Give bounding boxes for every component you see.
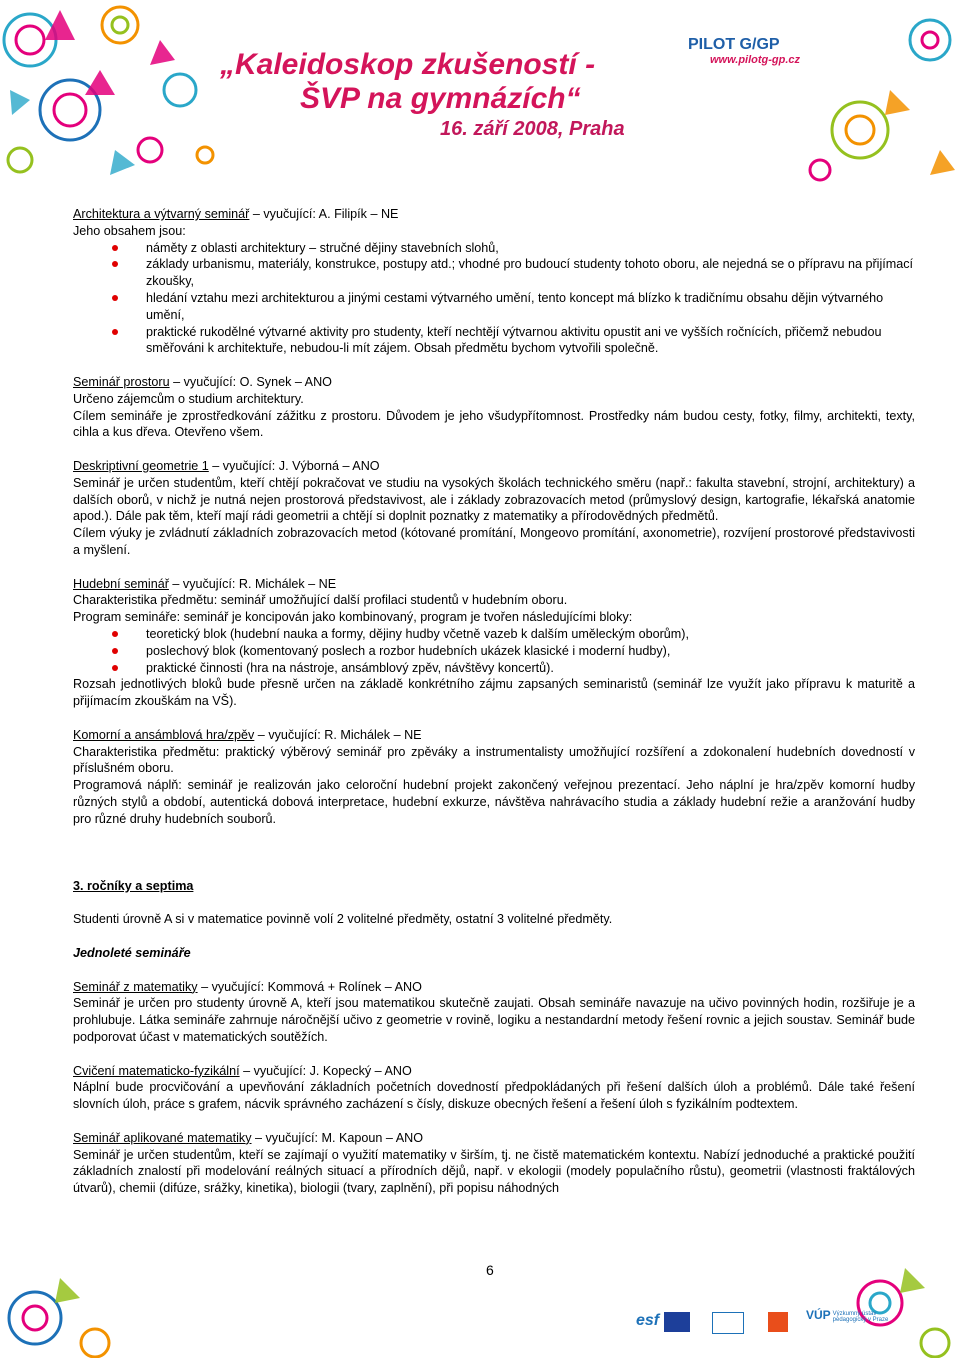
document-body xyxy=(73,206,915,1197)
komorni-title: Komorní a ansámblová hra/zpěv xyxy=(73,727,255,742)
desk-paragraph-2: Cílem výuky je zvládnutí základních zobrazovacích metod (kótované promítání, Mongeovo promítání, axonometrie), rozvíjení prostorové představivosti a myšlení. xyxy=(73,526,915,557)
cviceni-tail: – vyučující: J. Kopecký – ANO xyxy=(239,1063,412,1078)
mat-title: Seminář z matematiky xyxy=(73,979,198,994)
hud-list xyxy=(73,626,915,676)
cviceni-heading xyxy=(73,1063,915,1080)
title-line-2: ŠVP na gymnázích“ xyxy=(300,82,581,115)
list-item: poslechový blok (komentovaný poslech a rozbor hudebních ukázek klasické i moderní hudby), xyxy=(146,643,915,660)
pilot-name: PILOT G/GP xyxy=(688,36,780,53)
komorni-heading xyxy=(73,727,915,744)
kaleidoscope-decoration-top-left xyxy=(0,0,220,190)
prostor-title: Seminář prostoru xyxy=(73,374,170,389)
page-number: 6 xyxy=(486,1262,494,1278)
esf-logo xyxy=(636,1312,659,1330)
rocniky-subheading: Jednoleté semináře xyxy=(73,946,191,961)
list-item: praktické rukodělné výtvarné aktivity pro studenty, kteří nechtějí výtvarnou aktivitu opustit ani ve vyšších ročnících, přičemž nebudou směřováni k architektuře, nebudou-li mít zájem. Obsah předmětu bychom vytvořili společně. xyxy=(146,324,915,358)
desk-tail: – vyučující: J. Výborná – ANO xyxy=(208,458,380,473)
praha-logo-icon xyxy=(768,1312,788,1332)
hud-paragraph-1: Charakteristika předmětu: seminář umožňující další profilaci studentů v hudebním oboru. xyxy=(73,593,568,608)
list-item: náměty z oblasti architektury – stručné dějiny stavebních slohů, xyxy=(146,240,915,257)
komorni-paragraph-1: Charakteristika předmětu: praktický výběrový seminář pro zpěváky a instrumentalisty umožňující rozšíření a zdokonalení hudebních dovedností v příslušném oboru. xyxy=(73,744,915,776)
mat-paragraph-1: Seminář je určen pro studenty úrovně A, kteří jsou matematikou skutečně zaujati. Obsah semináře navazuje na učivo povinných hodin, rozšiřuje je a prohlubuje. Látka semináře zahrnuje náročnější učivo z geometrie v rovině, logiku a nestandardní metody řešení rovnic a jejich soustav. Seminář bude podporovat účast v matematických soutěžích. xyxy=(73,996,915,1045)
prostor-line-2: Cílem semináře je zprostředkování zážitku z prostoru. Důvodem je jeho všudypřítomnost. Prostředky nám budou cesty, fotky, filmy, architekti, texty, cihla a kus dřeva. Otevřeno všem. xyxy=(73,408,915,440)
arch-tail: – vyučující: A. Filipík – NE xyxy=(249,207,399,221)
kaleidoscope-decoration-top-right xyxy=(780,0,960,190)
cviceni-paragraph-1: Náplní bude procvičování a upevňování základních početních dovedností předpokládaných při řešení dalších úloh a problémů. Dále také řešení slovních úloh, práce s grafem, nácvik správného zacházení s čísly, diskuze obecných řešení a řešení úloh s fyzikálním podtextem. xyxy=(73,1080,915,1112)
eu-flag-icon xyxy=(664,1312,690,1332)
aplik-heading xyxy=(73,1130,915,1147)
cviceni-title: Cvičení matematicko-fyzikální xyxy=(73,1063,240,1078)
mat-tail: – vyučující: Kommová + Rolínek – ANO xyxy=(197,979,422,994)
rocniky-intro: Studenti úrovně A si v matematice povinně volí 2 volitelné předměty, ostatní 3 volitelné předměty. xyxy=(73,912,613,927)
vup-logo-text: VÚP xyxy=(806,1308,831,1322)
hud-tail: – vyučující: R. Michálek – NE xyxy=(168,576,337,591)
rocniky-heading: 3. ročníky a septima xyxy=(73,878,194,893)
list-item: základy urbanismu, materiály, konstrukce, postupy atd.; vhodné pro budoucí studenty tohoto oboru, ale nejedná se o přípravu na přijímací zkoušky, xyxy=(146,257,914,289)
list-item: teoretický blok (hudební nauka a formy, dějiny hudby včetně vazeb k dalším uměleckým oborům), xyxy=(146,626,915,643)
aplik-paragraph-1: Seminář je určen studentům, kteří se zajímají o využití matematiky v širším, tj. ne čistě matematickém kontextu. Nabízí jednoduché a praktické použití základních znalostí při modelování reálných situací a přírodních dějů, např. v ekologii (modely populačního růstu), geometrii (vlastnosti fraktálových útvarů), chemii (difúze, srážky, kinetika), biologii (tvary, zaplnění), při popisu náhodných xyxy=(73,1147,915,1196)
arch-heading xyxy=(73,206,915,223)
arch-title: Architektura a výtvarný seminář xyxy=(73,207,250,221)
kaleidoscope-decoration-bottom xyxy=(0,1248,960,1358)
esf-logo-text: esf xyxy=(636,1312,660,1329)
hud-title: Hudební seminář xyxy=(73,576,169,591)
hud-paragraph-3: Rozsah jednotlivých bloků bude přesně určen na základě konkrétního zájmu zapsaných seminaristů (seminář lze využít jako přípravu k maturitě a přijímacím zkouškám na VŠ). xyxy=(73,677,915,709)
title-date: 16. září 2008, Praha xyxy=(440,118,625,140)
hud-heading xyxy=(73,576,915,593)
conference-title xyxy=(220,48,625,142)
mat-heading xyxy=(73,979,915,996)
list-item: praktické činnosti (hra na nástroje, ansámblový zpěv, návštěvy koncertů). xyxy=(146,660,915,677)
arch-list xyxy=(73,240,915,358)
prostor-tail: – vyučující: O. Synek – ANO xyxy=(169,374,332,389)
desk-title: Deskriptivní geometrie 1 xyxy=(73,458,209,473)
arch-intro: Jeho obsahem jsou: xyxy=(73,223,186,238)
prostor-heading xyxy=(73,374,915,391)
desk-paragraph-1: Seminář je určen studentům, kteří chtějí pokračovat ve studiu na vysokých školách technického směru (např.: fakulta stavební, strojní, architektury) a dalších oborů, v nichž je nutná nejen prostorová představivost, ale i základy zobrazovacích metod (průmyslový design, kartografie, lékařská anatomie apod.). Dále pak těm, kteří mají rádi geometrii a chtějí si doplnit poznatky z matematiky a přírodovědných předmětů. xyxy=(73,475,915,524)
aplik-tail: – vyučující: M. Kapoun – ANO xyxy=(251,1130,423,1145)
list-item: hledání vztahu mezi architekturou a jinými cestami výtvarného umění, tento koncept má blízko k tradičnímu obsahu dějin výtvarného umění, xyxy=(146,290,915,324)
hud-paragraph-2: Program semináře: seminář je koncipován jako kombinovaný, program je tvořen následujícími bloky: xyxy=(73,610,633,625)
desk-heading xyxy=(73,458,915,475)
title-line-1: „Kaleidoskop zkušeností - xyxy=(220,48,596,81)
pilot-url: www.pilotg-gp.cz xyxy=(710,54,801,66)
prostor-line-1: Určeno zájemcům o studium architektury. xyxy=(73,391,304,406)
komorni-paragraph-2: Programová náplň: seminář je realizován jako celoroční hudební projekt zakončený veřejnou prezentací. Jeho náplní je hra/zpěv komorní hudby různých stylů a období, autentická dobová interpretace, hudební exkurze, návštěva nahrávacího studia a základy hudební režie a aranžování hudby pro různé druhy hudebních souborů. xyxy=(73,778,915,826)
pilot-logo xyxy=(688,36,800,66)
msmt-logo-icon xyxy=(712,1312,744,1334)
vup-logo-caption: Výzkumný ústav pedagogický v Praze xyxy=(832,1311,889,1324)
vup-logo xyxy=(806,1308,903,1323)
komorni-tail: – vyučující: R. Michálek – NE xyxy=(254,727,422,742)
aplik-title: Seminář aplikované matematiky xyxy=(73,1130,252,1145)
